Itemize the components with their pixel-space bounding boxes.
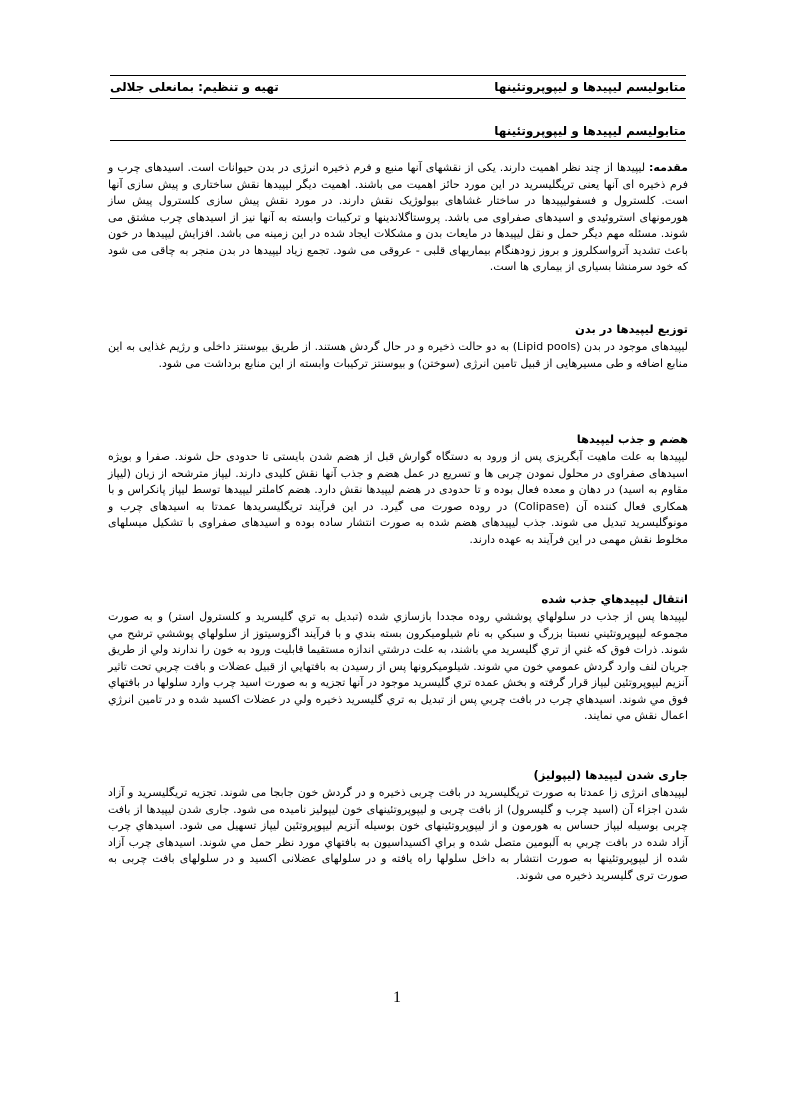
- intro-text: لیپیدها از چند نظر اهمیت دارند. یکی از نقشهای آنها منبع و فرم ذخیره انرژی در بدن حیوانات است. اسیدهای چرب و فرم ذخیره ای آنها یعنی تریگلیسرید در این مورد حائز اهمیت می باشند. اهمیت دیگر لیپیدها نقش ساختاری و پیش سازی آنها است. کلسترول و فسفولیپیدها در ساختار غشاهای بیولوژیک نقش دارند. در مورد نقش پیش سازی کلسترول پیش ساز هورمونهای استروئیدی و اسیدهای صفراوی می باشد. پروستاگلاندینها و ترکیبات وابسته به آنها نیز از اسیدهای چرب مشتق می شوند. مسئله مهم دیگر حمل و نقل لیپیدها در مایعات بدن و مشکلات ایجاد شده در این زمینه می باشد. افزایش لیپیدها در خون باعث تشدید آترواسکلروز و بروز زودهنگام بیماریهای قلبی - عروقی می شود. تجمع زیاد لیپیدها در بدن منجر به چاقی می شود که خود سرمنشا بسیاری از بیماری ها است.: [108, 161, 688, 273]
- header-author: تهیه و تنظیم: بمانعلی جلالی: [110, 80, 279, 94]
- section-heading: انتقال لیپیدهاي جذب شده: [541, 592, 688, 606]
- section-paragraph: لیپیدهای موجود در بدن (Lipid pools) به دو حالت ذخیره و در حال گردش هستند. از طریق بیوسنتز داخلی و رژیم غذایی به این منابع اضافه و طی مسیرهایی از قبیل تامین انرژی (سوختن) و بیوسنتز ترکیبات وابسته از این منابع برداشت می شود.: [108, 340, 689, 370]
- page-title: متابولیسم لیپیدها و لیپوپروتئینها: [110, 122, 686, 141]
- running-header: [110, 75, 686, 99]
- section-absorbed-lipid-transport: [108, 592, 688, 725]
- intro-lead: مقدمه:: [649, 161, 688, 174]
- page-number: 1: [393, 989, 401, 1006]
- section-paragraph: لیپیدها پس از جذب در سلولهاي پوششي روده مجددا بازسازي شده (تبدیل به تري گليسريد و كلسترول استر) و به صورت مجموعه ليپوپروتئيني نسبتا بزرگ و سبكي به نام شيلوميكرون بسته بندي و با فرآيند اگزوسيتوز از سلولهاي پوششي ترشح مي شوند. ذرات فوق كه غني از تري گليسريد مي باشند، به علت درشتي اندازه مستقيما قابليت ورود به خون را ندارند ولي از طريق جريان لنف وارد گردش عمومي خون مي شوند. شيلوميكرونها پس از رسيدن به بافتهايي از قبيل عضلات و بافت چربي تحت تاثير آنزيم ليپوپروتئين ليپاز قرار گرفته و بخش عمده تري گليسريد موجود در آنها تجزيه و به صورت اسيد چرب وارد سلولها در بافتهاي فوق مي شوند. اسيدهاي چرب در بافت چربي پس از تبديل به تري گليسريد ذخيره ولي در عضلات اكسيد شده و در تامين انرژي اعمال نقش مي نمايند.: [107, 610, 688, 722]
- section-lipid-distribution: [108, 322, 688, 372]
- section-lipolysis: [108, 768, 688, 884]
- section-heading: جاری شدن لیپیدها (لیپولیز): [533, 768, 688, 782]
- section-heading: هضم و جذب لیپیدها: [576, 432, 688, 446]
- section-paragraph: لیپیدهای انرژی زا عمدتا به صورت تریگلیسرید در بافت چربی ذخیره و در گردش خون جابجا می شوند. تجزیه تریگلیسرید و آزاد شدن اجزاء آن (اسید چرب و گلیسرول) از بافت چربی و لیپوپروتئینهای خون لیپولیز نامیده می شود. جاری شدن لیپیدها از بافت چربی بوسیله لیپاز حساس به هورمون و از لیپوپروتئینهای خون بوسیله آنزیم لیپوپروتئین لیپاز تسهیل می شود. اسیدهاي چرب آزاد شده در بافت چربي به آلبومين متصل شده و براي اكسيداسيون به بافتهاي مورد نظر حمل مي شوند. اسیدهای چرب آزاد شده از لیپوپروتئینها به صورت انتشار به داخل سلولها راه یافته و در سلولهای عضلانی اکسید و در سلولهای بافت چربی به صورت تری گلیسرید ذخیره می شوند.: [108, 786, 688, 882]
- intro-paragraph: [108, 160, 688, 276]
- intro-section: [108, 160, 688, 276]
- header-document-title: متابولیسم لیپیدها و لیپوپروتئینها: [494, 80, 686, 94]
- section-paragraph: لیپیدها به علت ماهیت آبگریزی پس از ورود به دستگاه گوارش قبل از هضم شدن بایستی تا حدودی حل شوند. صفرا و بویژه اسیدهای صفراوی در محلول نمودن چربی ها و تسریع در عمل هضم و جذب آنها نقش کلیدی دارند. لیپاز مترشحه از زبان (لیپاز مقاوم به اسید) در دهان و معده فعال بوده و تا حدودی در هضم لیپیدها نقش دارد. هضم کاملتر لیپیدها توسط لیپاز پانکراس و با همکاری فعال کننده آن (Colipase) در روده صورت می گیرد. در این فرآیند تریگلیسریدها عمدتا به اسیدهای چرب و مونوگلیسرید تبدیل می شوند. جذب لیپیدهای هضم شده به صورت انتشار ساده بوده و اسیدهای صفراوی با تشکیل میسلهای مخلوط نقش مهمی در این فرآیند به عهده دارند.: [108, 450, 688, 546]
- section-digestion-absorption: [108, 432, 688, 548]
- section-heading: توزیع لیپیدها در بدن: [575, 322, 688, 336]
